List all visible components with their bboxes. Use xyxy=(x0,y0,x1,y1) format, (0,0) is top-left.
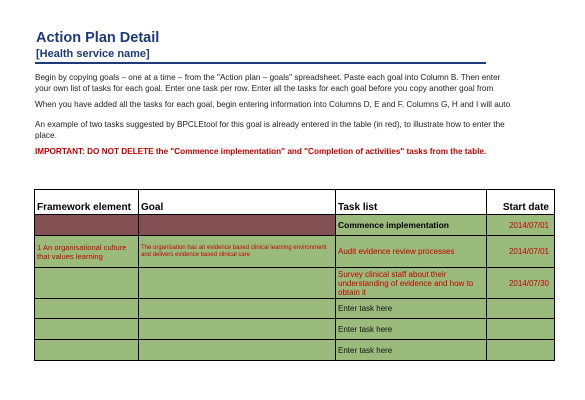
header-framework-element[interactable]: Framework element xyxy=(35,190,139,215)
task-cell[interactable]: Commence implementation xyxy=(336,215,487,236)
instruction-line: your own list of tasks for each goal. Enter one task per row. Enter all the tasks for each goal before you copy another goal from xyxy=(35,83,494,93)
header-goal[interactable]: Goal xyxy=(139,190,336,215)
health-service-name[interactable]: [Health service name] xyxy=(36,48,150,60)
instruction-example xyxy=(35,120,583,141)
instruction-line: Begin by copying goals – one at a time – from the "Action plan – goals" spreadsheet. Paste each goal into Column B. Then enter xyxy=(35,73,501,82)
instruction-line: place. xyxy=(35,130,57,140)
table-header-row xyxy=(35,190,555,215)
instruction-line: An example of two tasks suggested by BPCLEtool for this goal is already entered in the table (in red), to illustrate how to enter the xyxy=(35,120,505,129)
framework-cell[interactable] xyxy=(35,215,139,236)
start-date-cell[interactable] xyxy=(487,299,555,319)
framework-cell[interactable] xyxy=(35,340,139,361)
task-cell[interactable]: Survey clinical staff about their understanding of evidence and how to obtain it xyxy=(336,268,487,299)
title-underline xyxy=(35,62,486,64)
framework-cell[interactable]: 1 An organisational culture that values learning xyxy=(35,236,139,268)
start-date-cell[interactable]: 2014/07/01 xyxy=(487,236,555,268)
task-cell[interactable]: Enter task here xyxy=(336,319,487,340)
task-cell[interactable]: Audit evidence review processes xyxy=(336,236,487,268)
goal-cell[interactable] xyxy=(139,319,336,340)
goal-cell[interactable] xyxy=(139,268,336,299)
task-cell[interactable]: Enter task here xyxy=(336,340,487,361)
instruction-line: When you have added all the tasks for each goal, begin entering information into Columns D, E and F. Columns G, H and I will auto xyxy=(35,100,511,109)
table-row xyxy=(35,299,555,319)
start-date-cell[interactable] xyxy=(487,319,555,340)
table-row xyxy=(35,340,555,361)
goal-cell[interactable] xyxy=(139,299,336,319)
table-row xyxy=(35,268,555,299)
goal-cell[interactable] xyxy=(139,215,336,236)
start-date-cell[interactable] xyxy=(487,340,555,361)
table-row xyxy=(35,236,555,268)
page-title: Action Plan Detail xyxy=(36,30,160,46)
framework-cell[interactable] xyxy=(35,319,139,340)
important-warning xyxy=(35,147,583,158)
framework-cell[interactable] xyxy=(35,268,139,299)
goal-cell[interactable] xyxy=(139,340,336,361)
header-start-date[interactable]: Start date xyxy=(487,190,555,215)
warning-line: IMPORTANT: DO NOT DELETE the "Commence implementation" and "Completion of activities" tasks from the table. xyxy=(35,147,487,156)
instruction-enter-columns xyxy=(35,100,583,111)
table-row xyxy=(35,215,555,236)
table-row xyxy=(35,319,555,340)
header-task-list[interactable]: Task list xyxy=(336,190,487,215)
framework-cell[interactable] xyxy=(35,299,139,319)
instruction-copy-goals xyxy=(35,73,583,94)
goal-cell[interactable]: The organisation has an evidence based clinical learning environment and delivers evidence based clinical care xyxy=(139,236,336,268)
task-cell[interactable]: Enter task here xyxy=(336,299,487,319)
start-date-cell[interactable]: 2014/07/01 xyxy=(487,215,555,236)
start-date-cell[interactable]: 2014/07/30 xyxy=(487,268,555,299)
action-plan-table xyxy=(34,189,555,361)
